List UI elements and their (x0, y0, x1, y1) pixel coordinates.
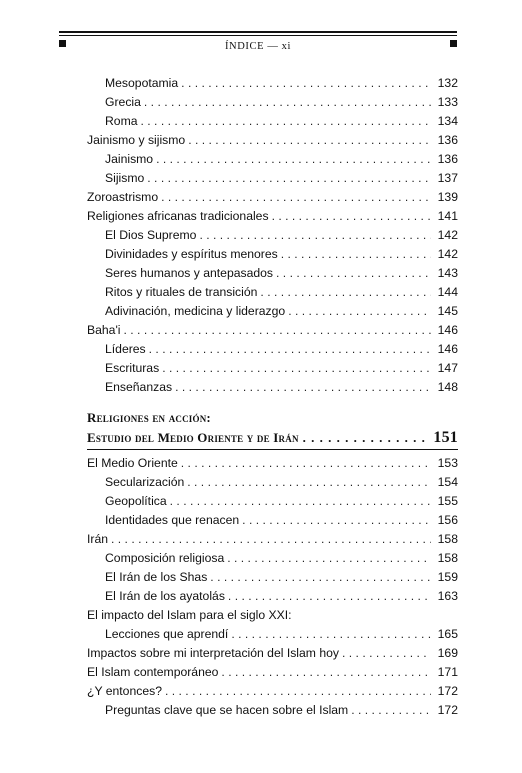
toc-entry-page: 146 (437, 342, 458, 356)
toc-entry (105, 93, 458, 112)
toc-entry-title: Mesopotamia (105, 76, 179, 90)
top-rule-thin (59, 35, 457, 36)
toc-entry-title: Religiones africanas tradicionales (87, 209, 269, 223)
toc-entry (105, 169, 458, 188)
dot-leader (221, 663, 431, 682)
toc-entry (105, 511, 458, 530)
toc-entry-page: 136 (437, 152, 458, 166)
toc-entry-page: 136 (437, 133, 458, 147)
toc-entry-title: El Irán de los Shas (105, 570, 208, 584)
toc-entry-title: El Medio Oriente (87, 456, 178, 470)
toc-entry-page: 141 (437, 209, 458, 223)
dot-leader (181, 454, 431, 473)
toc-entry-page: 132 (437, 76, 458, 90)
toc-entry-page: 137 (437, 171, 458, 185)
toc-entry-multiline (87, 606, 458, 644)
toc-entry-title: ¿Y entonces? (87, 684, 162, 698)
section-heading-title: Estudio del Medio Oriente y de Irán (87, 430, 299, 445)
toc-entry (105, 625, 458, 644)
toc-entry-page: 165 (437, 627, 458, 641)
toc-entry-page: 148 (437, 380, 458, 394)
toc-entry (87, 131, 458, 150)
toc-entry-page: 143 (437, 266, 458, 280)
dot-leader (288, 302, 431, 321)
toc-entry (87, 644, 458, 663)
toc-entry (87, 530, 458, 549)
dot-leader (111, 530, 431, 549)
dot-leader (144, 93, 431, 112)
toc-entry-title: El Dios Supremo (105, 228, 197, 242)
dot-leader (162, 359, 431, 378)
toc-entry-page: 142 (437, 247, 458, 261)
dot-leader (242, 511, 431, 530)
toc-entry-page: 172 (437, 703, 458, 717)
toc-entry-page: 144 (437, 285, 458, 299)
toc-entry (105, 587, 458, 606)
toc-entry-title: Ritos y rituales de transición (105, 285, 258, 299)
toc-entry-page: 147 (437, 361, 458, 375)
dot-leader (342, 644, 431, 663)
toc-entry-title: Zoroastrismo (87, 190, 159, 204)
toc-entry-title: Preguntas clave que se hacen sobre el Islam (105, 703, 349, 717)
dot-leader (181, 74, 431, 93)
section-rule (87, 449, 458, 450)
toc-entry-page: 146 (437, 323, 458, 337)
toc-entry-title: Jainismo y sijismo (87, 133, 186, 147)
toc-entry-title: Secularización (105, 475, 185, 489)
toc-entry-page: 169 (437, 646, 458, 660)
toc-entry-page: 139 (437, 190, 458, 204)
toc-entry-title: Impactos sobre mi interpretación del Islam hoy (87, 646, 339, 660)
dot-leader (175, 378, 431, 397)
toc-entry-page: 156 (437, 513, 458, 527)
toc-entry (105, 302, 458, 321)
toc-entry-title: Seres humanos y antepasados (105, 266, 274, 280)
dot-leader (124, 321, 432, 340)
toc-entry (105, 340, 458, 359)
toc-entry-page: 133 (437, 95, 458, 109)
section-heading-page: 151 (433, 429, 458, 446)
toc-entry-page: 153 (437, 456, 458, 470)
toc-entry (87, 188, 458, 207)
running-head: ÍNDICE — xi (224, 41, 292, 52)
toc-entry-title: Baha'i (87, 323, 121, 337)
toc-entry (105, 264, 458, 283)
section-heading-line2 (87, 429, 458, 447)
toc-entry-title-line1: El impacto del Islam para el siglo XXI: (87, 608, 292, 622)
toc-entry (87, 663, 458, 682)
toc-entry-title: Grecia (105, 95, 141, 109)
toc-entry (105, 549, 458, 568)
dot-leader (156, 150, 431, 169)
dot-leader (231, 625, 431, 644)
toc-entry (87, 682, 458, 701)
toc-entry-page: 154 (437, 475, 458, 489)
dot-leader (188, 131, 431, 150)
toc-entry (105, 492, 458, 511)
toc-entry-title-line2: Lecciones que aprendí (105, 627, 229, 641)
toc-entry-title: Jainismo (105, 152, 154, 166)
toc-entry-title: Divinidades y espíritus menores (105, 247, 278, 261)
dot-leader (141, 112, 431, 131)
dot-leader (281, 245, 431, 264)
toc-entry (105, 74, 458, 93)
toc-entry-page: 159 (437, 570, 458, 584)
top-rule-thick (59, 31, 457, 33)
dot-leader (161, 188, 431, 207)
toc-entry-page: 145 (437, 304, 458, 318)
dot-leader (199, 226, 431, 245)
toc-entry (105, 359, 458, 378)
section-heading-line1: Religiones en acción: (87, 410, 211, 425)
dot-leader (260, 283, 431, 302)
toc-entry-page: 171 (437, 665, 458, 679)
toc-entry-title: Escrituras (105, 361, 160, 375)
toc-entry-page: 158 (437, 551, 458, 565)
toc-entry-title: Sijismo (105, 171, 145, 185)
toc-entry (105, 701, 458, 720)
toc-entry (87, 454, 458, 473)
toc-entry (105, 378, 458, 397)
toc-entry (105, 150, 458, 169)
toc-entry-page: 155 (437, 494, 458, 508)
toc-entry-title: Enseñanzas (105, 380, 173, 394)
toc-entry-page: 172 (437, 684, 458, 698)
dot-leader (227, 549, 431, 568)
toc-entry (87, 321, 458, 340)
dot-leader (272, 207, 431, 226)
toc-entry (105, 283, 458, 302)
dot-leader (165, 682, 431, 701)
toc-entry-title: Líderes (105, 342, 146, 356)
dot-leader (303, 430, 430, 446)
toc-entry-title: Identidades que renacen (105, 513, 240, 527)
toc-entry-title: Adivinación, medicina y liderazgo (105, 304, 286, 318)
toc-entry-page: 142 (437, 228, 458, 242)
toc-entry-title: El Irán de los ayatolás (105, 589, 225, 603)
toc-entry (105, 245, 458, 264)
dot-leader (276, 264, 431, 283)
dot-leader (210, 568, 431, 587)
toc-entry-title: Irán (87, 532, 109, 546)
toc-entry (105, 112, 458, 131)
dot-leader (149, 340, 431, 359)
toc-entry-page: 163 (437, 589, 458, 603)
toc-entry (87, 207, 458, 226)
dot-leader (170, 492, 431, 511)
toc-entry (105, 473, 458, 492)
dot-leader (147, 169, 431, 188)
dot-leader (187, 473, 431, 492)
toc-entry-title: Composición religiosa (105, 551, 225, 565)
toc-entry-title: Geopolítica (105, 494, 167, 508)
toc-entry-page: 158 (437, 532, 458, 546)
toc-entry-title: El Islam contemporáneo (87, 665, 219, 679)
toc-entry-page: 134 (437, 114, 458, 128)
dot-leader (228, 587, 431, 606)
toc-entry (105, 568, 458, 587)
toc-entry-title: Roma (105, 114, 138, 128)
toc-entry (105, 226, 458, 245)
dot-leader (351, 701, 431, 720)
